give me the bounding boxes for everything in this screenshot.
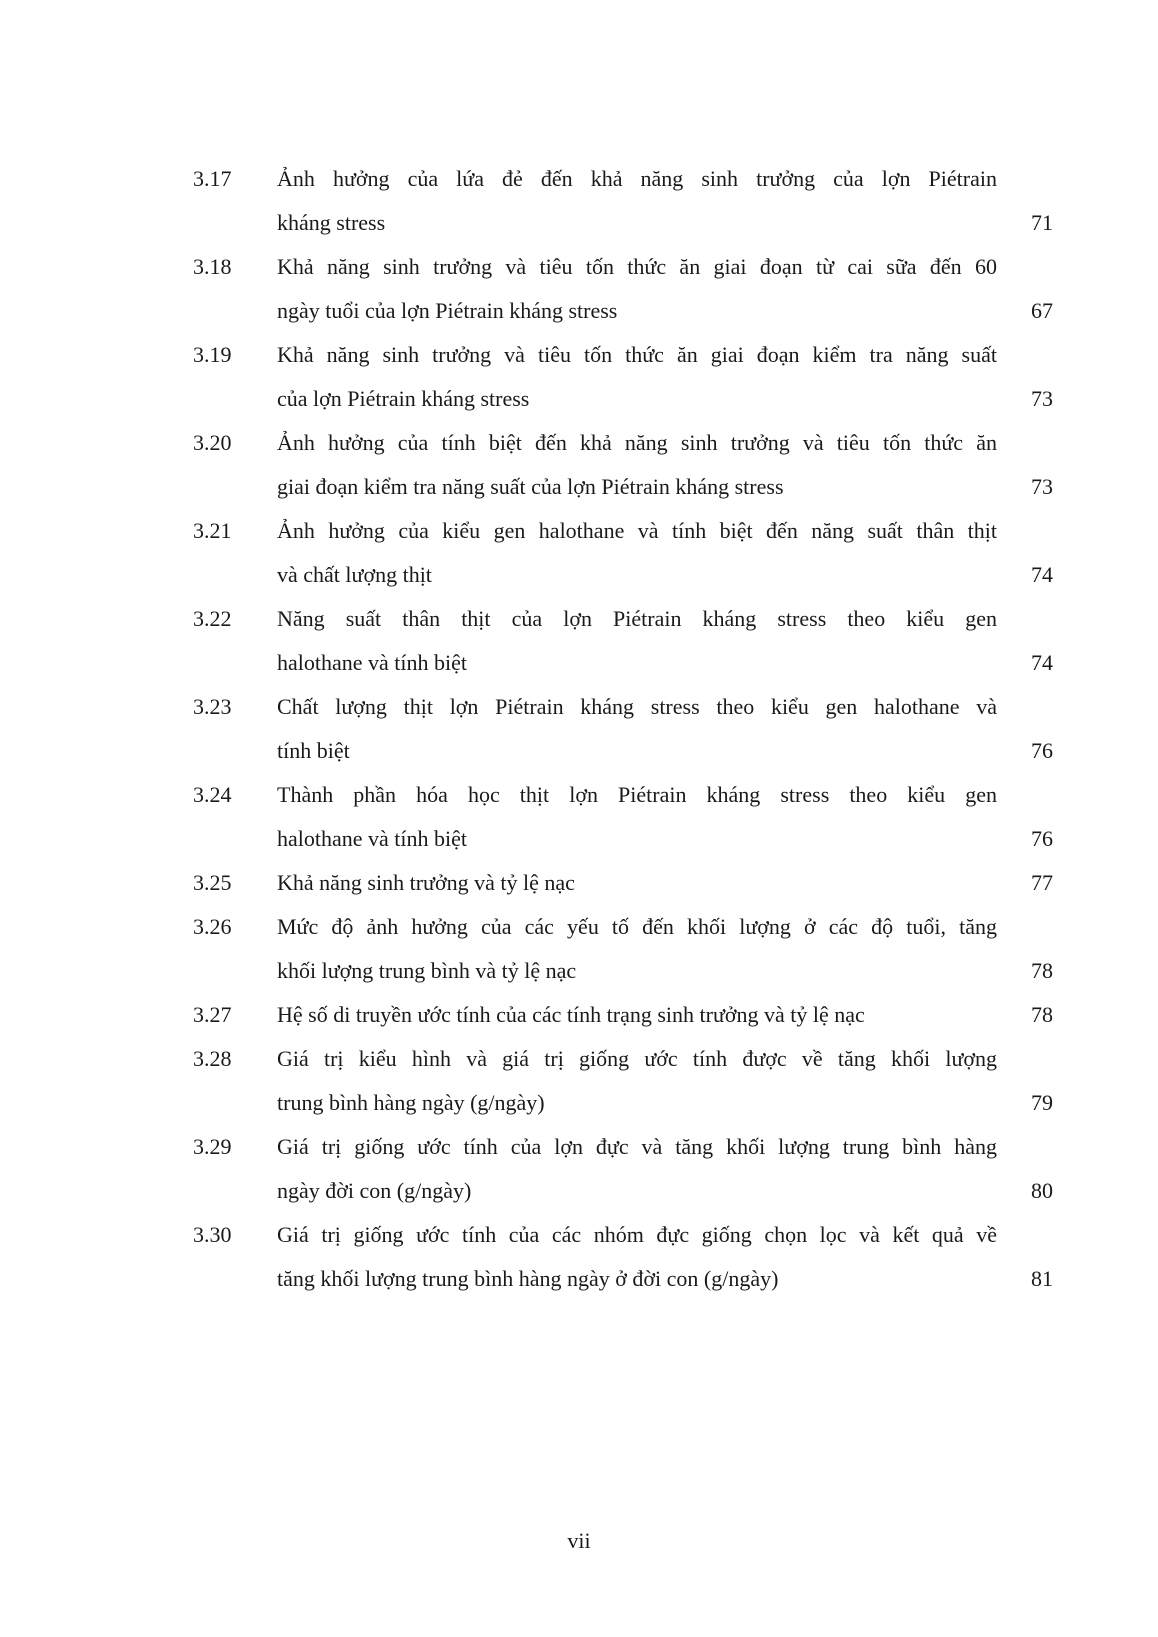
toc-entry-number: 3.20 <box>193 430 232 455</box>
toc-entry-line-row <box>277 993 1053 1037</box>
toc-entry-page-number: 81 <box>1031 1266 1053 1291</box>
toc-entry-page-number: 73 <box>1031 386 1053 411</box>
toc-entry-number: 3.22 <box>193 606 232 631</box>
toc-entry-page-number: 80 <box>1031 1178 1053 1203</box>
toc-entry <box>193 1037 1053 1125</box>
toc-entry-number: 3.25 <box>193 870 232 895</box>
toc-entry-line-row <box>277 1213 1053 1257</box>
toc-entry-number: 3.30 <box>193 1222 232 1247</box>
toc-entry <box>193 1125 1053 1213</box>
toc-entry-body <box>277 245 1053 333</box>
toc-entry-body <box>277 509 1053 597</box>
toc-entry-page-number: 78 <box>1031 1002 1053 1027</box>
toc-entry <box>193 685 1053 773</box>
toc-entry-title-line: Ảnh hưởng của lứa đẻ đến khả năng sinh trưởng của lợn Piétrain <box>277 166 997 191</box>
toc-entry-line-row <box>277 597 1053 641</box>
toc-entry-title-line: Chất lượng thịt lợn Piétrain kháng stress theo kiểu gen halothane và <box>277 694 997 719</box>
toc-entry-title-line: của lợn Piétrain kháng stress <box>277 386 530 411</box>
toc-entry-title-line: Năng suất thân thịt của lợn Piétrain kháng stress theo kiểu gen <box>277 606 997 631</box>
toc-entry-body <box>277 421 1053 509</box>
toc-entry-body <box>277 597 1053 685</box>
toc-entry-title-line: Giá trị kiểu hình và giá trị giống ước tính được về tăng khối lượng <box>277 1046 997 1071</box>
toc-entry-line-row <box>277 905 1053 949</box>
toc-entry <box>193 245 1053 333</box>
toc-entry-line-row <box>277 201 1053 245</box>
toc-entry-title-line: ngày đời con (g/ngày) <box>277 1178 472 1203</box>
toc-entry-page-number: 79 <box>1031 1090 1053 1115</box>
toc-entry-body <box>277 1125 1053 1213</box>
toc-entry-line-row <box>277 685 1053 729</box>
toc-entry-title-line: ngày tuổi của lợn Piétrain kháng stress <box>277 298 618 323</box>
toc-entry-body <box>277 773 1053 861</box>
toc-entry <box>193 905 1053 993</box>
toc-entry-line-row <box>277 1257 1053 1301</box>
toc-entry-line-row <box>277 553 1053 597</box>
toc-entry-page-number: 76 <box>1031 738 1053 763</box>
toc-entry-number: 3.19 <box>193 342 232 367</box>
toc-entry-line-row <box>277 1169 1053 1213</box>
toc-entry-line-row <box>277 861 1053 905</box>
toc-entry-body <box>277 1213 1053 1301</box>
toc-entry <box>193 421 1053 509</box>
toc-entry-title-line: giai đoạn kiểm tra năng suất của lợn Piétrain kháng stress <box>277 474 784 499</box>
toc-entry-line-row <box>277 1081 1053 1125</box>
toc-entry <box>193 861 1053 905</box>
toc-entry-body <box>277 157 1053 245</box>
toc-entry-line-row <box>277 289 1053 333</box>
toc-entry-title-line: Giá trị giống ước tính của các nhóm đực giống chọn lọc và kết quả về <box>277 1222 997 1247</box>
toc-entry-title-line: Khả năng sinh trưởng và tiêu tốn thức ăn giai đoạn kiểm tra năng suất <box>277 342 997 367</box>
toc-entry-page-number: 76 <box>1031 826 1053 851</box>
toc-entry-line-row <box>277 817 1053 861</box>
toc-entry-title-line: halothane và tính biệt <box>277 650 467 675</box>
toc-entry-number: 3.18 <box>193 254 232 279</box>
toc-entry <box>193 1213 1053 1301</box>
toc-entry-line-row <box>277 641 1053 685</box>
toc-entry <box>193 773 1053 861</box>
toc-entry-title-line: Mức độ ảnh hưởng của các yếu tố đến khối lượng ở các độ tuổi, tăng <box>277 914 997 939</box>
toc-entry-line-row <box>277 421 1053 465</box>
toc-entry-line-row <box>277 157 1053 201</box>
toc-entry-line-row <box>277 333 1053 377</box>
toc-entry-line-row <box>277 377 1053 421</box>
toc-entry-number: 3.26 <box>193 914 232 939</box>
toc-entry-page-number: 67 <box>1031 298 1053 323</box>
toc-entry-number: 3.29 <box>193 1134 232 1159</box>
toc-entry-number: 3.21 <box>193 518 232 543</box>
toc-entry-page-number: 73 <box>1031 474 1053 499</box>
toc-entry-body <box>277 905 1053 993</box>
toc-entry-title-line: trung bình hàng ngày (g/ngày) <box>277 1090 545 1115</box>
toc-entry-line-row <box>277 773 1053 817</box>
toc-entry-title-line: kháng stress <box>277 210 386 235</box>
toc-entry-page-number: 74 <box>1031 562 1053 587</box>
toc-entry-title-line: tính biệt <box>277 738 350 763</box>
toc-entry-line-row <box>277 1037 1053 1081</box>
page-number-footer: vii <box>567 1528 591 1553</box>
toc-entry-number: 3.24 <box>193 782 232 807</box>
toc-entry-title-line: Ảnh hưởng của tính biệt đến khả năng sinh trưởng và tiêu tốn thức ăn <box>277 430 997 455</box>
toc-entry-title-line: khối lượng trung bình và tỷ lệ nạc <box>277 958 577 983</box>
toc-entry-body <box>277 333 1053 421</box>
toc-entry-number: 3.23 <box>193 694 232 719</box>
toc-entry-title-line: Ảnh hưởng của kiểu gen halothane và tính biệt đến năng suất thân thịt <box>277 518 997 543</box>
toc-entry-body <box>277 861 1053 905</box>
toc-entry-line-row <box>277 465 1053 509</box>
toc-entry-line-row <box>277 509 1053 553</box>
toc-entry-line-row <box>277 729 1053 773</box>
toc-entry-body <box>277 993 1053 1037</box>
toc-entry-line-row <box>277 1125 1053 1169</box>
toc-entry <box>193 157 1053 245</box>
toc-entry <box>193 597 1053 685</box>
toc-entry-page-number: 77 <box>1031 870 1053 895</box>
toc-entry <box>193 993 1053 1037</box>
toc-entry-number: 3.27 <box>193 1002 232 1027</box>
toc-entry <box>193 509 1053 597</box>
toc-entry-title-line: và chất lượng thịt <box>277 562 432 587</box>
toc-entry-page-number: 71 <box>1031 210 1053 235</box>
toc-entry-number: 3.28 <box>193 1046 232 1071</box>
toc-entry-title-line: Giá trị giống ước tính của lợn đực và tăng khối lượng trung bình hàng <box>277 1134 997 1159</box>
toc-entry-line-row <box>277 245 1053 289</box>
table-of-contents <box>193 157 1053 1301</box>
toc-entry-number: 3.17 <box>193 166 232 191</box>
toc-entry-page-number: 74 <box>1031 650 1053 675</box>
toc-entry-body <box>277 1037 1053 1125</box>
toc-entry-title-line: halothane và tính biệt <box>277 826 467 851</box>
toc-entry-title-line: Khả năng sinh trưởng và tiêu tốn thức ăn giai đoạn từ cai sữa đến 60 <box>277 254 997 279</box>
toc-entry <box>193 333 1053 421</box>
toc-entry-title-line: tăng khối lượng trung bình hàng ngày ở đời con (g/ngày) <box>277 1266 779 1291</box>
toc-entry-body <box>277 685 1053 773</box>
toc-entry-page-number: 78 <box>1031 958 1053 983</box>
toc-entry-line-row <box>277 949 1053 993</box>
toc-entry-title-line: Thành phần hóa học thịt lợn Piétrain kháng stress theo kiểu gen <box>277 782 997 807</box>
toc-entry-title-line: Hệ số di truyền ước tính của các tính trạng sinh trưởng và tỷ lệ nạc <box>277 1002 865 1027</box>
toc-entry-title-line: Khả năng sinh trưởng và tỷ lệ nạc <box>277 870 575 895</box>
